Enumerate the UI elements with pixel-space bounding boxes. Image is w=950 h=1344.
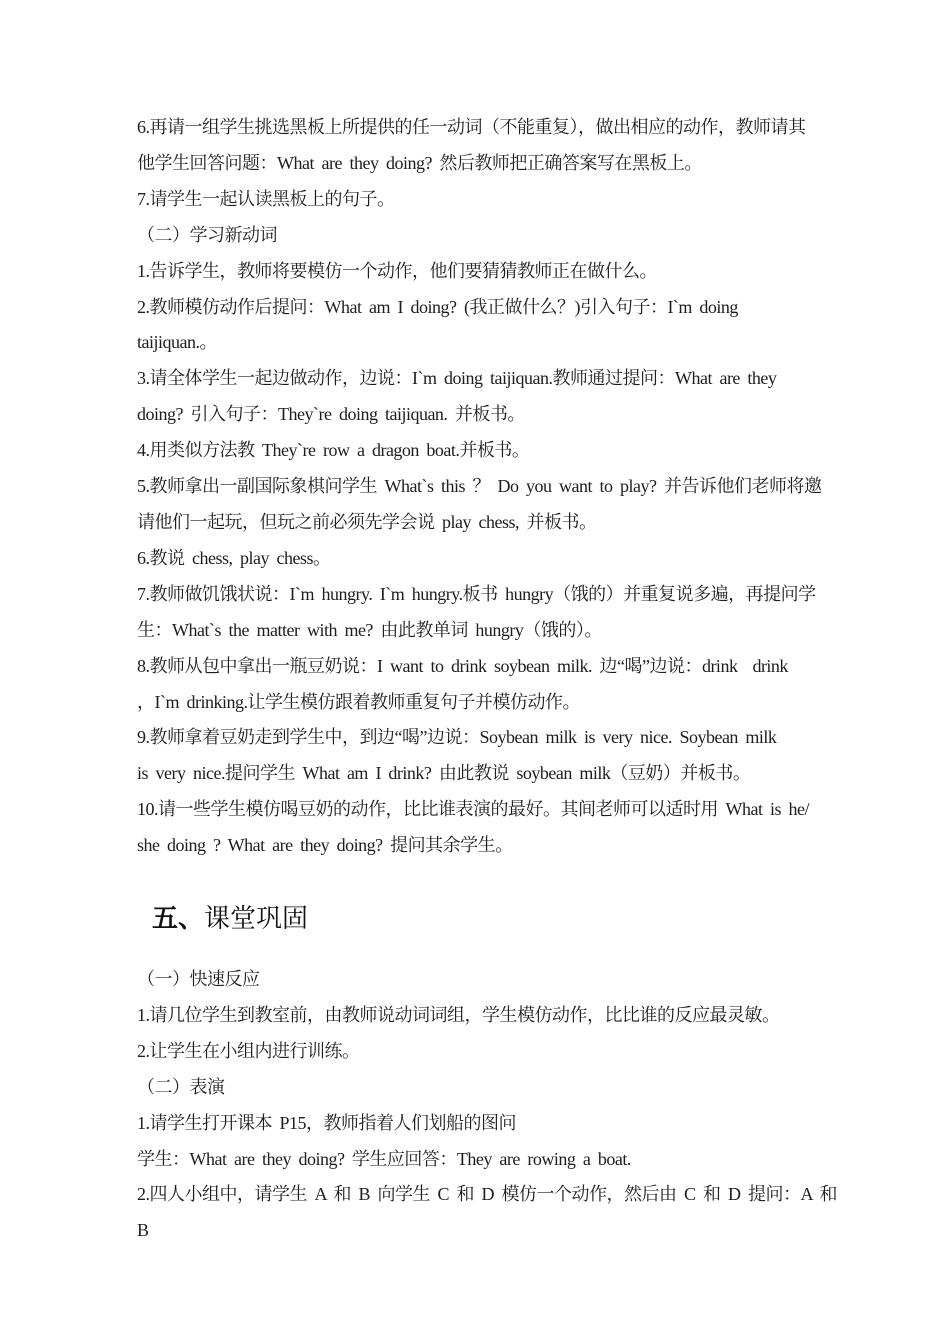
text-line: 6.再请一组学生挑选黑板上所提供的任一动词（不能重复），做出相应的动作，教师请其 [137,117,806,137]
text-line: 1.请学生打开课本 P15，教师指着人们划船的图问 [137,1112,517,1133]
text-line: 学生：What are they doing? 学生应回答：They are rowing a boat. [137,1148,631,1169]
text-line: 9.教师拿着豆奶走到学生中，到边“喝”边说：Soybean milk is very nice. Soybean milk [137,727,777,748]
text-line: 5.教师拿出一副国际象棋问学生 What`s this ？ Do you want to play? 并告诉他们老师将邀 [137,476,822,497]
text-line: taijiquan.。 [137,332,217,353]
text-line: 4.用类似方法教 They`re row a dragon boat.并板书。 [137,440,530,461]
text-line: 7.教师做饥饿状说：I`m hungry. I`m hungry.板书 hungry（饿的）并重复说多遍，再提问学 [137,583,816,604]
text-line: 2.四人小组中，请学生 A 和 B 向学生 C 和 D 模仿一个动作，然后由 C 和 D 提问：A 和 B [137,1184,845,1241]
text-line: 10.请一些学生模仿喝豆奶的动作，比比谁表演的最好。其间老师可以适时用 What is he/ [137,799,809,820]
text-line: is very nice.提问学生 What am I drink? 由此教说 soybean milk（豆奶）并板书。 [137,763,751,784]
text-line: 7.请学生一起认读黑板上的句子。 [137,188,395,209]
classroom-consolidation-block [137,962,843,1249]
section-heading [152,898,843,940]
text-line: （二）表演 [137,1076,225,1097]
text-line: （一）快速反应 [137,969,260,990]
text-line: 请他们一起玩，但玩之前必须先学会说 play chess, 并板书。 [137,511,597,532]
text-line: ，I`m drinking.让学生模仿跟着教师重复句子并模仿动作。 [137,691,580,712]
text-line: （二）学习新动词 [137,224,277,245]
text-line: 6.教说 chess, play chess。 [137,547,331,568]
section-heading-title: 课堂巩固 [204,904,309,934]
text-line: 3.请全体学生一起边做动作，边说：I`m doing taijiquan.教师通过提问：What are they [137,368,777,389]
teaching-steps-block [137,110,843,864]
text-line: doing? 引入句子：They`re doing taijiquan. 并板书。 [137,404,525,425]
text-line: she doing ? What are they doing? 提问其余学生。 [137,835,513,856]
text-line: 8.教师从包中拿出一瓶豆奶说：I want to drink soybean milk. 边“喝”边说：drink drink [137,655,788,676]
text-line: 他学生回答问题：What are they doing? 然后教师把正确答案写在黑板上。 [137,152,702,173]
text-line: 1.请几位学生到教室前，由教师说动词词组，学生模仿动作，比比谁的反应最灵敏。 [137,1004,780,1025]
text-line: 生：What`s the matter with me? 由此教单词 hungry（饿的）。 [137,619,602,640]
document-content [137,110,843,1249]
text-line: 1.告诉学生，教师将要模仿一个动作，他们要猜猜教师正在做什么。 [137,260,657,281]
section-heading-number: 五、 [152,904,205,934]
text-line: 2.教师模仿动作后提问：What am I doing? (我正做什么？)引入句子：I`m doing [137,296,738,317]
text-line: 2.让学生在小组内进行训练。 [137,1040,360,1061]
